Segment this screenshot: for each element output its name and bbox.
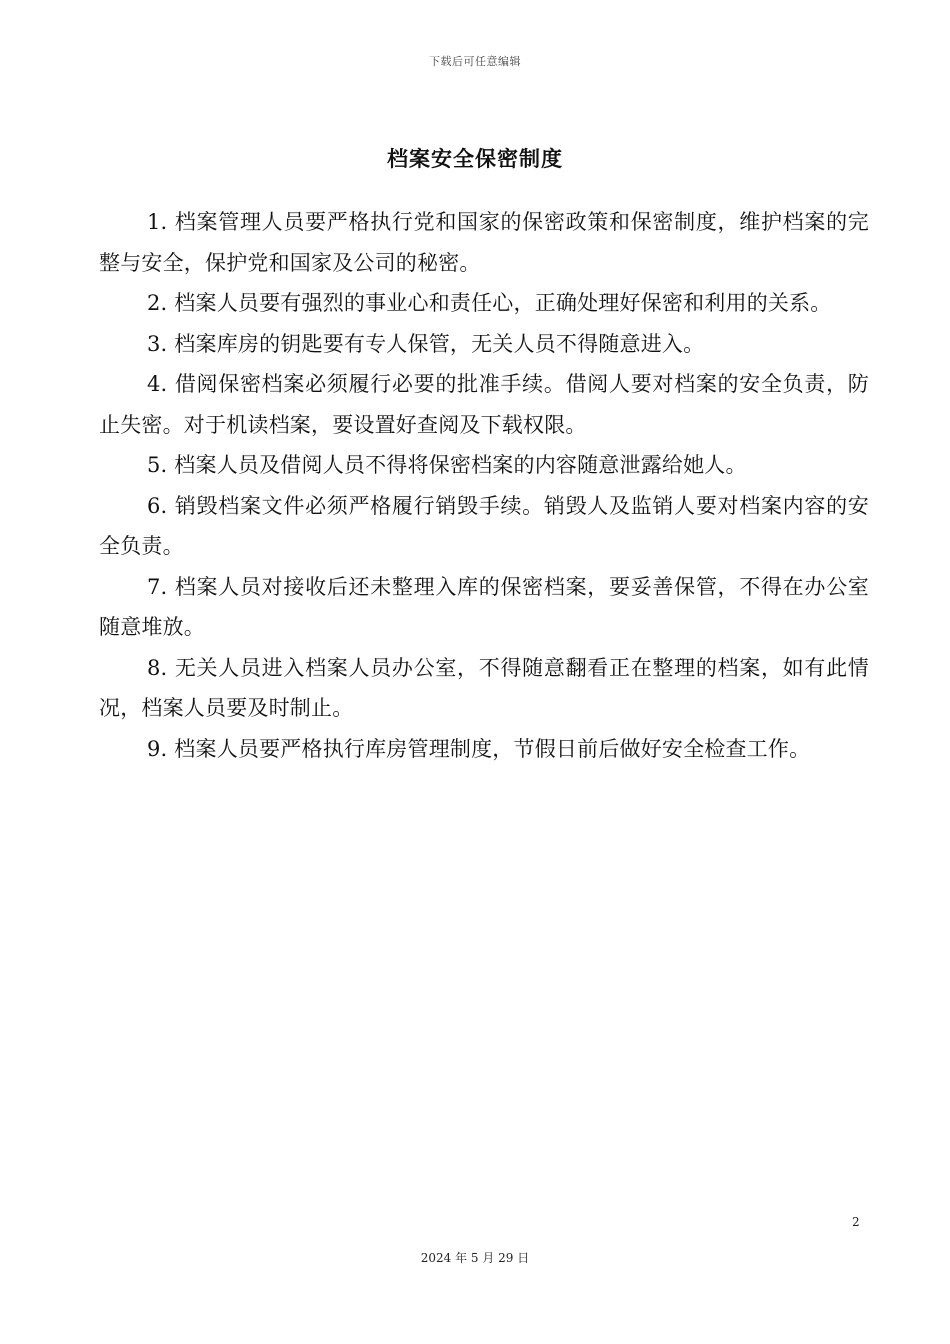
paragraph-7: 7. 档案人员对接收后还未整理入库的保密档案，要妥善保管，不得在办公室随意堆放。: [99, 574, 869, 639]
footer-date: 2024 年 5 月 29 日: [420, 1251, 530, 1265]
paragraph-9: 9. 档案人员要严格执行库房管理制度，节假日前后做好安全检查工作。: [147, 736, 811, 761]
paragraph-2: 2. 档案人员要有强烈的事业心和责任心，正确处理好保密和利用的关系。: [147, 291, 832, 315]
paragraph-8: 8. 无关人员进入档案人员办公室，不得随意翻看正在整理的档案，如有此情况，档案人员要及时制止。: [99, 655, 869, 720]
paragraph-3: 3. 档案库房的钥匙要有专人保管，无关人员不得随意进入。: [147, 331, 705, 356]
paragraph-6: 6. 销毁档案文件必须严格履行销毁手续。销毁人及监销人要对档案内容的安全负责。: [99, 493, 869, 558]
document-title: 档案安全保密制度: [387, 147, 563, 171]
header-note: 下载后可任意编辑: [429, 55, 521, 68]
page-number: 2: [852, 1215, 860, 1229]
document-body: [99, 202, 869, 769]
paragraph-1: 1. 档案管理人员要严格执行党和国家的保密政策和保密制度，维护档案的完整与安全，保护党和国家及公司的秘密。: [99, 210, 869, 275]
paragraph-5: 5. 档案人员及借阅人员不得将保密档案的内容随意泄露给她人。: [147, 453, 747, 477]
paragraph-4: 4. 借阅保密档案必须履行必要的批准手续。借阅人要对档案的安全负责，防止失密。对于机读档案，要设置好查阅及下载权限。: [99, 372, 869, 437]
